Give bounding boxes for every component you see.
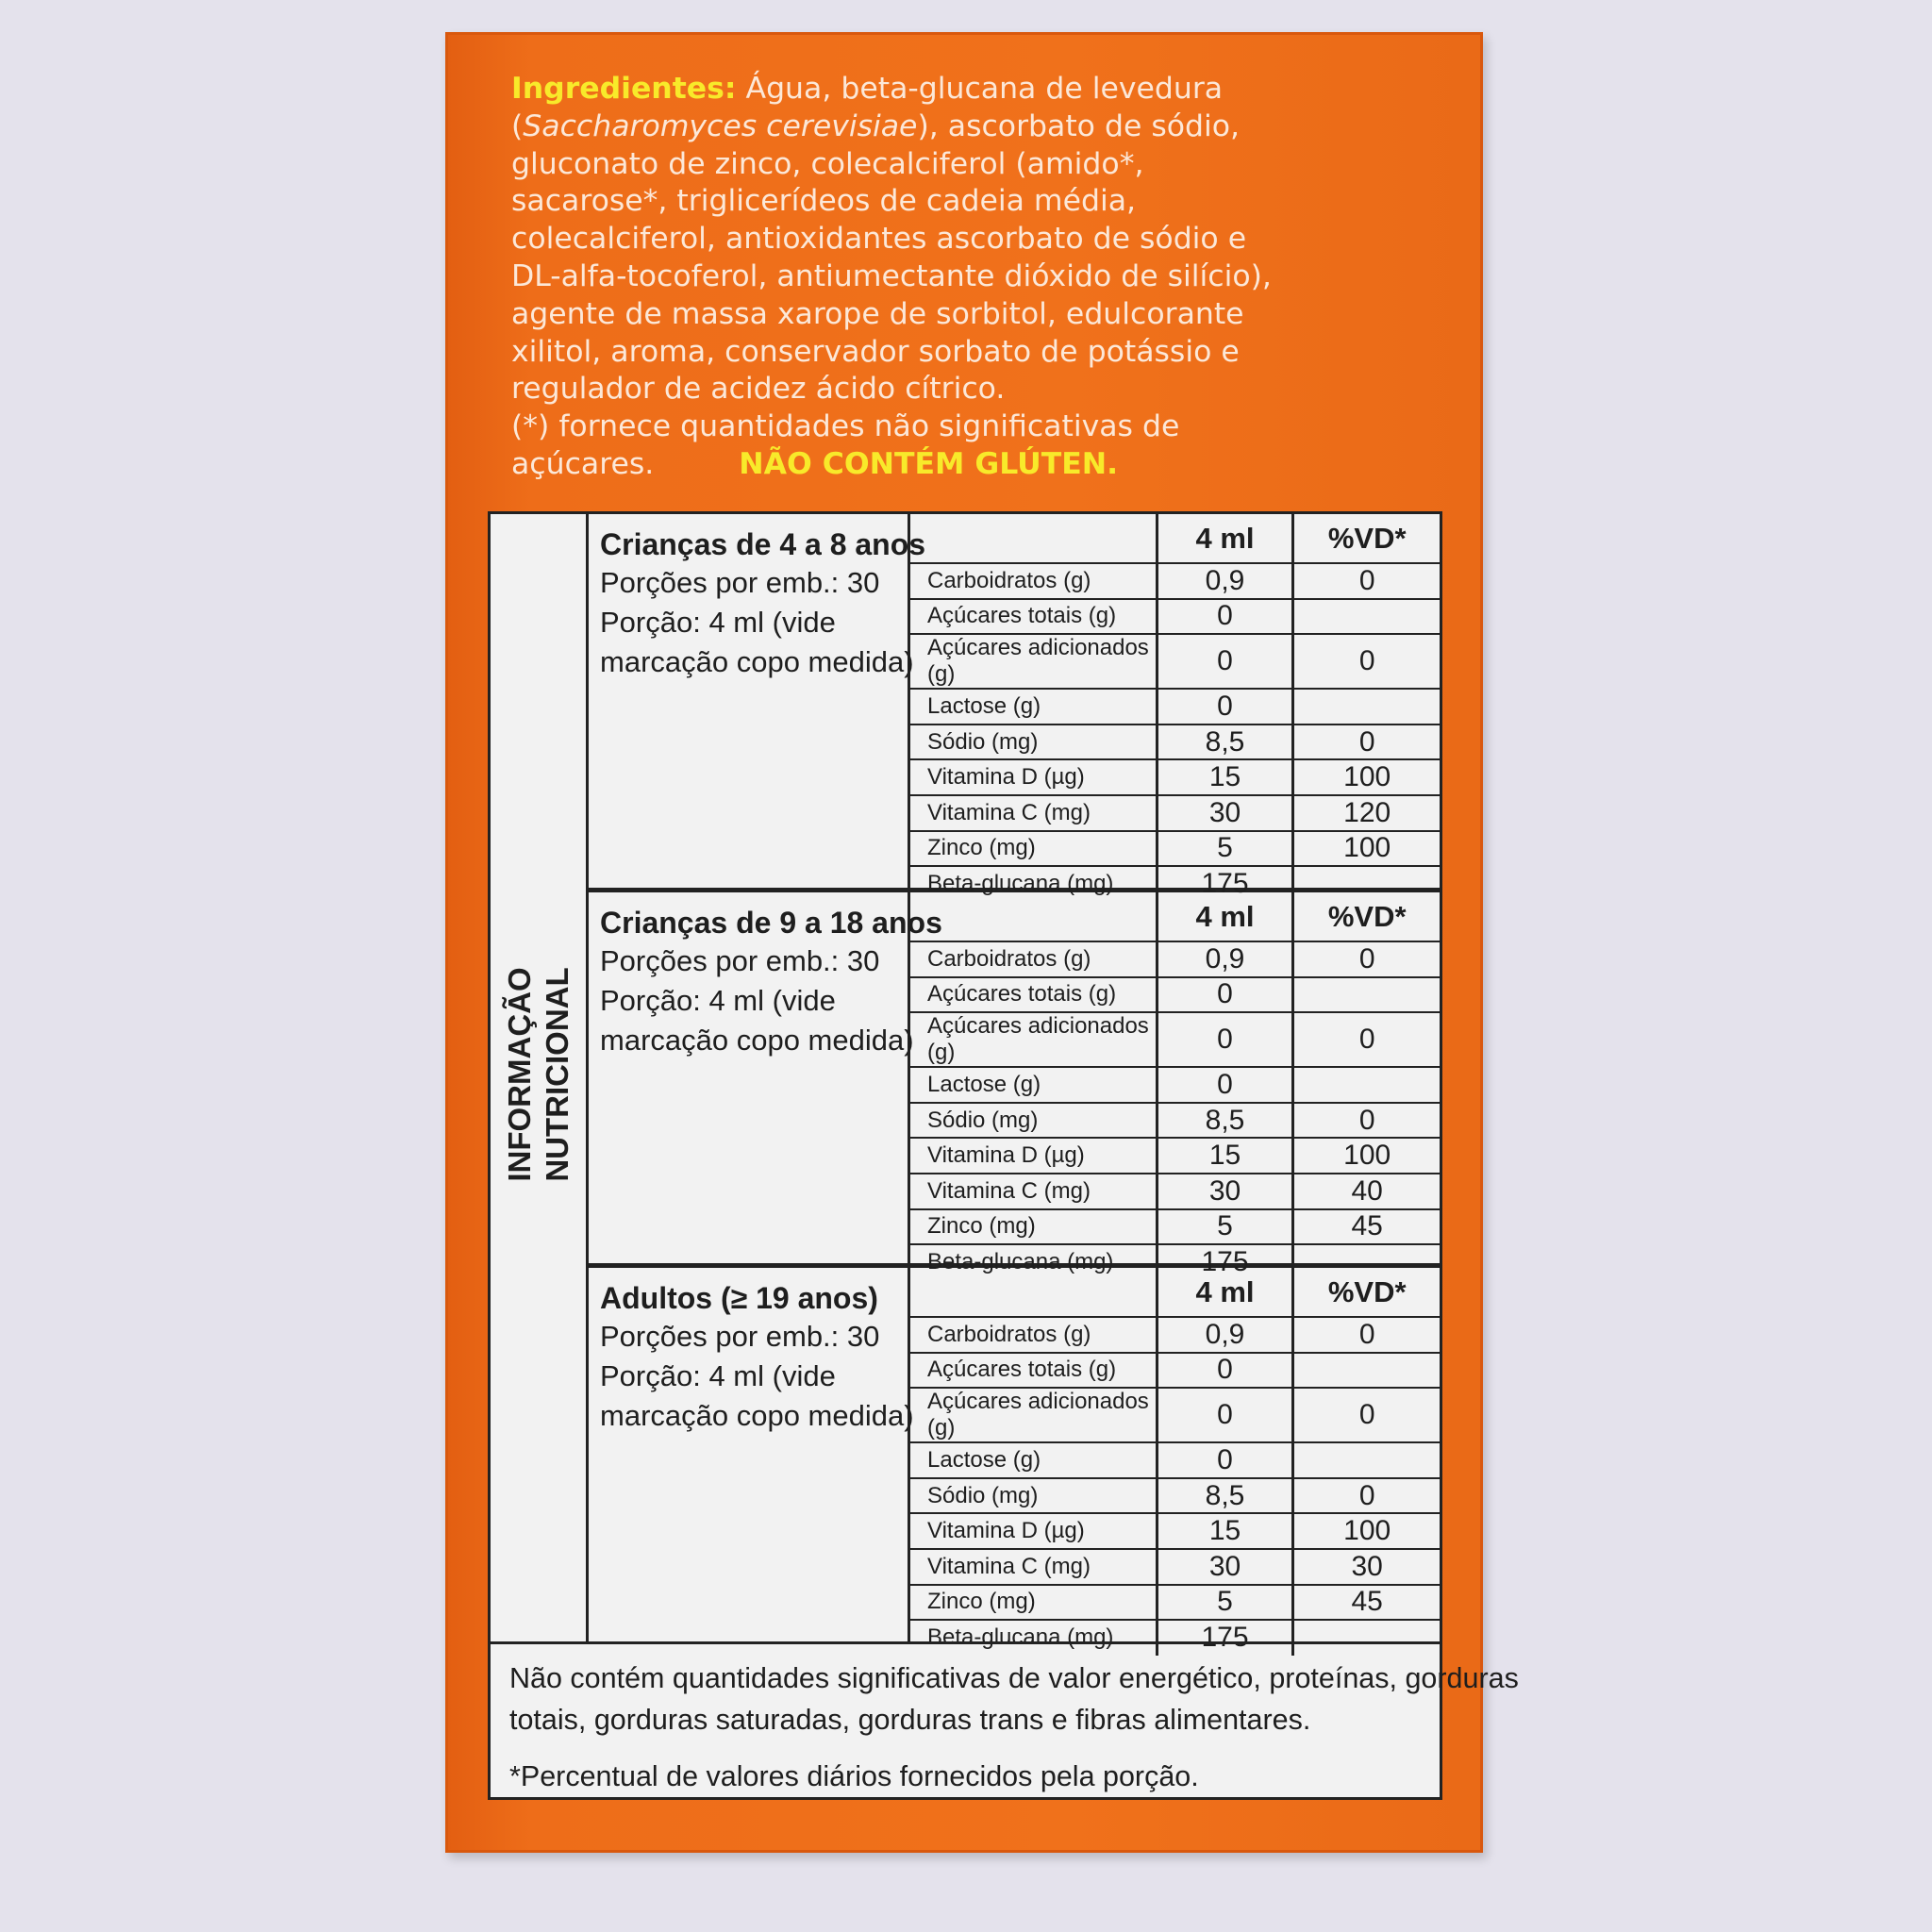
ingredients-line-1: (Saccharomyces cerevisiae), ascorbato de sódio, — [511, 108, 1241, 143]
nutrient-label: Zinco (mg) — [910, 1209, 1157, 1245]
table-row — [910, 1353, 1440, 1389]
nutrient-label: Carboidratos (g) — [910, 941, 1157, 977]
nutrient-label: Vitamina C (mg) — [910, 795, 1157, 831]
nutrition-table — [910, 514, 1440, 902]
table-row — [910, 1317, 1440, 1353]
nutrient-vd: 0 — [1293, 1317, 1440, 1353]
nutrient-value: 15 — [1157, 1138, 1293, 1174]
table-header-row — [910, 1268, 1440, 1317]
table-row — [910, 1103, 1440, 1139]
nutrient-label: Açúcares totais (g) — [910, 977, 1157, 1013]
nutrient-value: 0 — [1157, 689, 1293, 724]
section-title: Crianças de 4 a 8 anos — [600, 527, 926, 561]
nutrient-label: Lactose (g) — [910, 689, 1157, 724]
nutrient-vd: 0 — [1293, 724, 1440, 760]
nutrient-value: 175 — [1157, 1620, 1293, 1656]
table-row — [910, 634, 1440, 689]
nutrient-value: 0 — [1157, 634, 1293, 689]
portion-size-line-2: marcação copo medida) — [600, 645, 914, 678]
nutrient-vd — [1293, 977, 1440, 1013]
table-row — [910, 759, 1440, 795]
table-row — [910, 1067, 1440, 1103]
table-row — [910, 689, 1440, 724]
ingredients-label: Ingredientes: — [511, 72, 737, 106]
nutrient-value: 15 — [1157, 1513, 1293, 1549]
nutrient-label: Açúcares totais (g) — [910, 599, 1157, 635]
nutrient-vd: 0 — [1293, 563, 1440, 599]
nutrition-footer — [491, 1641, 1519, 1797]
portion-size-line-1: Porção: 4 ml (vide — [600, 1359, 836, 1392]
nutrient-vd: 0 — [1293, 1103, 1440, 1139]
ingredients-line-3: sacarose*, triglicerídeos de cadeia média, — [511, 184, 1137, 219]
nutrient-label: Açúcares adicionados (g) — [910, 634, 1157, 689]
nutrient-value: 5 — [1157, 831, 1293, 867]
header-blank — [910, 1268, 1157, 1317]
table-row — [910, 563, 1440, 599]
nutrient-label: Vitamina D (µg) — [910, 1138, 1157, 1174]
nutrient-label: Vitamina C (mg) — [910, 1174, 1157, 1209]
nutrient-vd: 100 — [1293, 759, 1440, 795]
nutrient-vd: 0 — [1293, 941, 1440, 977]
table-row — [910, 795, 1440, 831]
nutrient-vd: 0 — [1293, 634, 1440, 689]
nutrition-section — [586, 1268, 1440, 1654]
table-row — [910, 941, 1440, 977]
nutrient-vd: 0 — [1293, 1478, 1440, 1514]
section-title: Crianças de 9 a 18 anos — [600, 906, 942, 940]
nutrition-table — [910, 892, 1440, 1280]
footer-vd-note: *Percentual de valores diários fornecidos pela porção. — [509, 1760, 1199, 1792]
nutrient-label: Carboidratos (g) — [910, 563, 1157, 599]
nutrient-vd: 0 — [1293, 1388, 1440, 1442]
nutrient-value: 8,5 — [1157, 724, 1293, 760]
nutrient-value: 5 — [1157, 1209, 1293, 1245]
nutrient-vd: 100 — [1293, 831, 1440, 867]
nutrient-label: Açúcares totais (g) — [910, 1353, 1157, 1389]
header-portion: 4 ml — [1157, 1268, 1293, 1317]
portion-size-line-1: Porção: 4 ml (vide — [600, 606, 836, 639]
table-row — [910, 1549, 1440, 1585]
ingredients-line-2: gluconato de zinco, colecalciferol (amido*, — [511, 146, 1144, 181]
nutrient-label: Vitamina D (µg) — [910, 759, 1157, 795]
nutrition-table — [910, 1268, 1440, 1656]
table-header-row — [910, 892, 1440, 941]
table-row — [910, 977, 1440, 1013]
table-row — [910, 1174, 1440, 1209]
table-row — [910, 1209, 1440, 1245]
servings-per-pack: Porções por emb.: 30 — [600, 566, 880, 599]
nutrient-value: 0 — [1157, 1353, 1293, 1389]
table-header-row — [910, 514, 1440, 563]
table-row — [910, 1388, 1440, 1442]
nutrient-vd: 0 — [1293, 1012, 1440, 1067]
table-row — [910, 1012, 1440, 1067]
nutrient-label: Lactose (g) — [910, 1067, 1157, 1103]
nutrient-vd: 45 — [1293, 1585, 1440, 1621]
nutrient-value: 30 — [1157, 1549, 1293, 1585]
nutrient-label: Zinco (mg) — [910, 1585, 1157, 1621]
footer-note-line-1: Não contém quantidades significativas de valor energético, proteínas, gorduras — [509, 1662, 1519, 1694]
nutrient-value: 8,5 — [1157, 1478, 1293, 1514]
nutrient-value: 0 — [1157, 977, 1293, 1013]
header-vd: %VD* — [1293, 892, 1440, 941]
nutrient-vd: 120 — [1293, 795, 1440, 831]
portion-size-line-1: Porção: 4 ml (vide — [600, 984, 836, 1017]
nutrient-value: 0,9 — [1157, 941, 1293, 977]
nutrient-label: Carboidratos (g) — [910, 1317, 1157, 1353]
ingredients-line-0: Ingredientes: Água, beta-glucana de levedura — [511, 72, 1224, 106]
nutrient-label: Beta-glucana (mg) — [910, 1620, 1157, 1656]
nutrient-value: 15 — [1157, 759, 1293, 795]
table-row — [910, 1478, 1440, 1514]
header-portion: 4 ml — [1157, 892, 1293, 941]
table-row — [910, 1585, 1440, 1621]
ingredients-block — [511, 71, 1398, 484]
nutrient-label: Sódio (mg) — [910, 724, 1157, 760]
portion-size-line-2: marcação copo medida) — [600, 1024, 914, 1057]
nutrition-side-title: INFORMAÇÃO NUTRICIONAL — [501, 967, 575, 1182]
table-row — [910, 831, 1440, 867]
table-row — [910, 1513, 1440, 1549]
nutrient-label: Açúcares adicionados (g) — [910, 1012, 1157, 1067]
nutrition-section — [586, 892, 1440, 1278]
nutrient-value: 175 — [1157, 1244, 1293, 1280]
ingredients-line-10: açúcares. NÃO CONTÉM GLÚTEN. — [511, 446, 1119, 481]
nutrient-vd — [1293, 1353, 1440, 1389]
portion-size-line-2: marcação copo medida) — [600, 1399, 914, 1432]
nutrient-label: Sódio (mg) — [910, 1478, 1157, 1514]
nutrient-label: Açúcares adicionados (g) — [910, 1388, 1157, 1442]
nutrient-value: 30 — [1157, 795, 1293, 831]
product-box-back — [445, 32, 1519, 1853]
header-blank — [910, 892, 1157, 941]
table-row — [910, 599, 1440, 635]
nutrition-panel — [488, 511, 1519, 1800]
table-row — [910, 1138, 1440, 1174]
gluten-free-notice: NÃO CONTÉM GLÚTEN. — [739, 446, 1119, 481]
table-row — [910, 1442, 1440, 1478]
nutrient-vd — [1293, 1442, 1440, 1478]
nutrient-value: 0,9 — [1157, 1317, 1293, 1353]
nutrient-value: 30 — [1157, 1174, 1293, 1209]
table-row — [910, 724, 1440, 760]
footer-note-line-2: totais, gorduras saturadas, gorduras trans e fibras alimentares. — [509, 1704, 1311, 1736]
ingredients-line-9: (*) fornece quantidades não significativas de — [511, 409, 1180, 444]
nutrient-label: Beta-glucana (mg) — [910, 1244, 1157, 1280]
ingredients-line-7: xilitol, aroma, conservador sorbato de potássio e — [511, 334, 1240, 369]
nutrient-vd: 100 — [1293, 1138, 1440, 1174]
nutrient-label: Lactose (g) — [910, 1442, 1157, 1478]
nutrient-value: 0 — [1157, 1442, 1293, 1478]
servings-per-pack: Porções por emb.: 30 — [600, 1320, 880, 1353]
header-portion: 4 ml — [1157, 514, 1293, 563]
servings-per-pack: Porções por emb.: 30 — [600, 944, 880, 977]
nutrient-value: 0 — [1157, 1067, 1293, 1103]
nutrient-label: Beta-glucana (mg) — [910, 866, 1157, 902]
nutrient-vd — [1293, 1067, 1440, 1103]
nutrient-label: Vitamina D (µg) — [910, 1513, 1157, 1549]
nutrient-value: 0,9 — [1157, 563, 1293, 599]
ingredients-line-8: regulador de acidez ácido cítrico. — [511, 372, 1006, 407]
nutrient-value: 5 — [1157, 1585, 1293, 1621]
nutrient-vd: 100 — [1293, 1513, 1440, 1549]
nutrient-vd — [1293, 599, 1440, 635]
section-serving-info — [586, 514, 926, 888]
nutrient-vd: 45 — [1293, 1209, 1440, 1245]
nutrient-value: 0 — [1157, 1388, 1293, 1442]
nutrient-vd — [1293, 689, 1440, 724]
header-vd: %VD* — [1293, 514, 1440, 563]
nutrition-section — [586, 514, 1440, 900]
section-title: Adultos (≥ 19 anos) — [600, 1281, 878, 1315]
section-serving-info — [586, 892, 942, 1263]
nutrient-label: Sódio (mg) — [910, 1103, 1157, 1139]
nutrient-value: 8,5 — [1157, 1103, 1293, 1139]
nutrition-side-header — [491, 514, 589, 1641]
nutrient-value: 0 — [1157, 1012, 1293, 1067]
header-vd: %VD* — [1293, 1268, 1440, 1317]
nutrient-vd: 30 — [1293, 1549, 1440, 1585]
nutrient-label: Vitamina C (mg) — [910, 1549, 1157, 1585]
nutrient-vd: 40 — [1293, 1174, 1440, 1209]
header-blank — [910, 514, 1157, 563]
ingredients-line-4: colecalciferol, antioxidantes ascorbato de sódio e — [511, 222, 1247, 257]
nutrient-value: 175 — [1157, 866, 1293, 902]
nutrient-label: Zinco (mg) — [910, 831, 1157, 867]
nutrient-value: 0 — [1157, 599, 1293, 635]
ingredients-line-5: DL-alfa-tocoferol, antiumectante dióxido de silício), — [511, 258, 1272, 293]
ingredients-line-6: agente de massa xarope de sorbitol, edulcorante — [511, 296, 1244, 331]
section-serving-info — [586, 1268, 914, 1641]
